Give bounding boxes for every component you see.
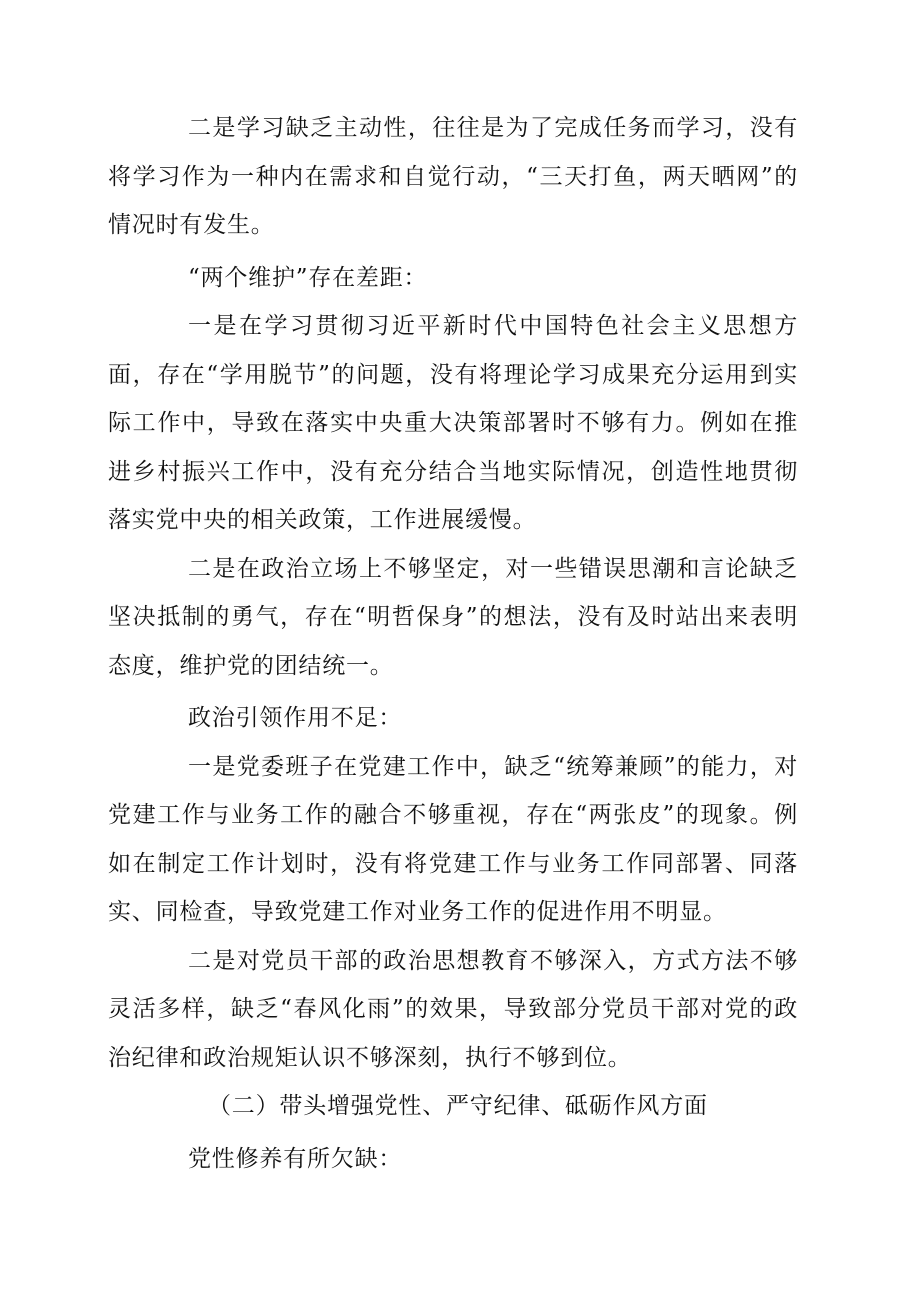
paragraph-political-education: 二是对党员干部的政治思想教育不够深入，方式方法不够灵活多样，缺乏“春风化雨”的效果，导致部分党员干部对党的政治纪律和政治规矩认识不够深刻，执行不够到位。 bbox=[108, 947, 798, 1071]
subheading-party-spirit: 党性修养有所欠缺： bbox=[188, 1145, 403, 1172]
paragraph-political-stance: 二是在政治立场上不够坚定，对一些错误思潮和言论缺乏坚决抵制的勇气，存在“明哲保身”的想法，没有及时站出来表明态度，维护党的团结统一。 bbox=[108, 555, 798, 679]
subheading-political-leadership: 政治引领作用不足： bbox=[188, 705, 403, 731]
paragraph-theory-practice-gap: 一是在学习贯彻习近平新时代中国特色社会主义思想方面，存在“学用脱节”的问题，没有将理论学习成果充分运用到实际工作中，导致在落实中央重大决策部署时不够有力。例如在推进乡村振兴工作中，没有充分结合当地实际情况，创造性地贯彻落实党中央的相关政策，工作进展缓慢。 bbox=[108, 313, 798, 533]
subheading-two-safeguards: “两个维护”存在差距： bbox=[188, 264, 428, 291]
document-body bbox=[108, 104, 798, 1183]
paragraph-learning-initiative: 二是学习缺乏主动性，往往是为了完成任务而学习，没有将学习作为一种内在需求和自觉行动，“三天打鱼，两天晒网”的情况时有发生。 bbox=[108, 115, 798, 238]
paragraph-party-building-integration: 一是党委班子在党建工作中，缺乏“统筹兼顾”的能力，对党建工作与业务工作的融合不够重视，存在“两张皮”的现象。例如在制定工作计划时，没有将党建工作与业务工作同部署、同落实、同检查，导致党建工作对业务工作的促进作用不明显。 bbox=[108, 753, 798, 925]
section-heading-two: （二）带头增强党性、严守纪律、砥砺作风方面 bbox=[208, 1093, 708, 1119]
